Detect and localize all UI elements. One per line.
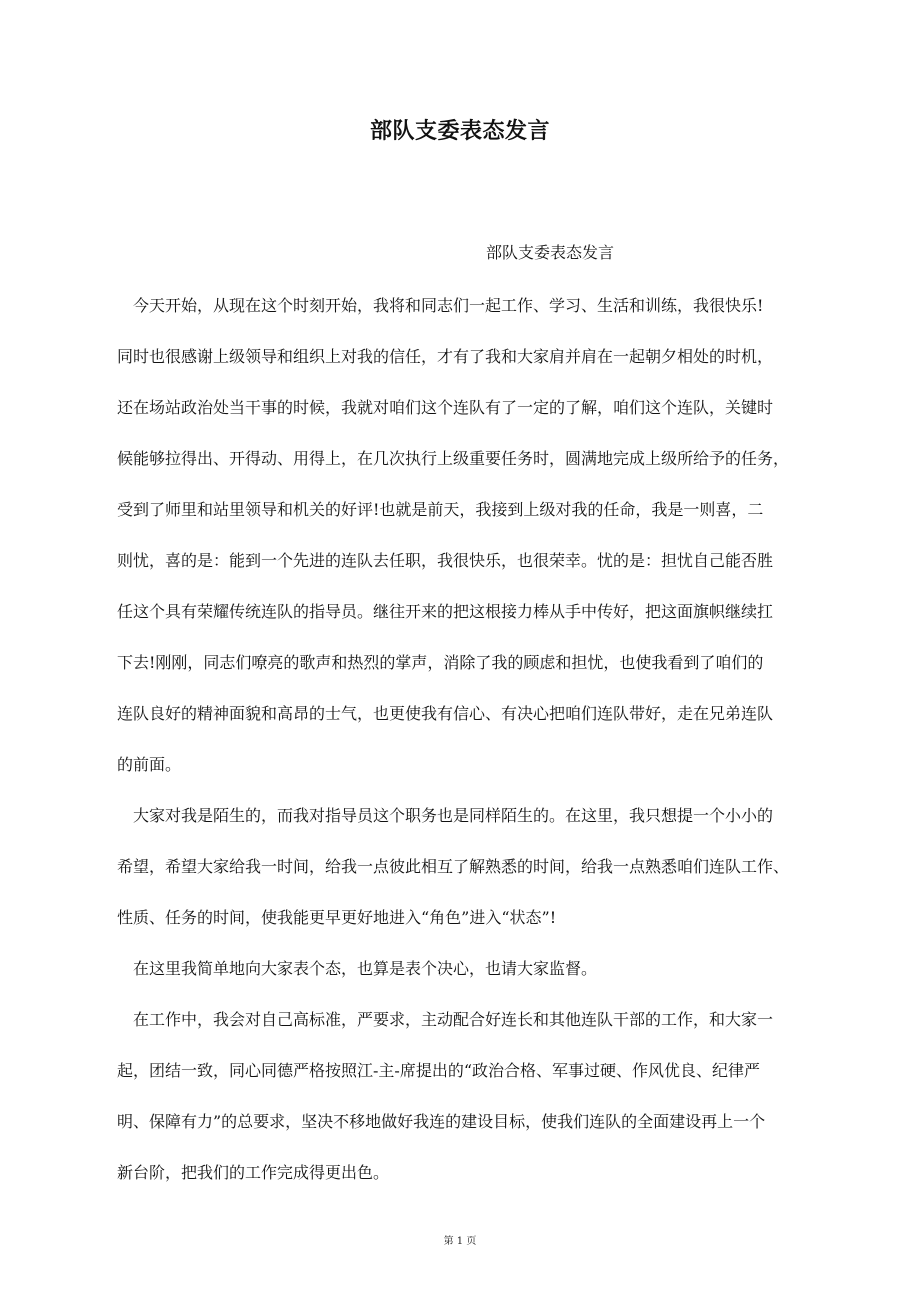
paragraph-line: 的前面。 [117, 755, 182, 774]
paragraph-line: 同时也很感谢上级领导和组织上对我的信任，才有了我和大家肩并肩在一起朝夕相处的时机， [117, 347, 774, 366]
paragraph-line: 新台阶，把我们的工作完成得更出色。 [117, 1163, 390, 1182]
paragraph-line: 受到了师里和站里领导和机关的好评!也就是前天，我接到上级对我的任命，我是一则喜，二 [117, 500, 764, 519]
paragraph-line: 任这个具有荣耀传统连队的指导员。继往开来的把这根接力棒从手中传好，把这面旗帜继续扛 [117, 602, 774, 621]
paragraph-line: 希望，希望大家给我一时间，给我一点彼此相互了解熟悉的时间，给我一点熟悉咱们连队工作、 [117, 857, 790, 876]
paragraph-line: 起，团结一致，同心同德严格按照江-主-席提出的“政治合格、军事过硬、作风优良、纪律严 [117, 1061, 760, 1080]
document-title: 部队支委表态发言 [369, 119, 550, 144]
paragraph-line: 还在场站政治处当干事的时候，我就对咱们这个连队有了一定的了解，咱们这个连队，关键时 [117, 398, 774, 417]
paragraph-line: 在这里我简单地向大家表个态，也算是表个决心，也请大家监督。 [133, 959, 598, 978]
paragraph-line: 大家对我是陌生的，而我对指导员这个职务也是同样陌生的。在这里，我只想提一个小小的 [133, 806, 774, 825]
paragraph-line: 候能够拉得出、开得动、用得上，在几次执行上级重要任务时，圆满地完成上级所给予的任务， [117, 449, 790, 468]
paragraph-line: 连队良好的精神面貌和高昂的士气，也更使我有信心、有决心把咱们连队带好，走在兄弟连队 [117, 704, 774, 723]
paragraph-line: 性质、任务的时间，使我能更早更好地进入“角色”进入“状态”! [117, 908, 557, 927]
paragraph-line: 下去!刚刚，同志们嘹亮的歌声和热烈的掌声，消除了我的顾虑和担忧，也使我看到了咱们的 [117, 653, 764, 672]
document-subtitle: 部队支委表态发言 [486, 243, 615, 262]
paragraph-line: 则忧，喜的是：能到一个先进的连队去任职，我很快乐，也很荣幸。忧的是：担忧自己能否胜 [117, 551, 774, 570]
page-number: 第 1 页 [443, 1236, 477, 1247]
paragraph-line: 今天开始，从现在这个时刻开始，我将和同志们一起工作、学习、生活和训练，我很快乐! [133, 296, 764, 315]
paragraph-line: 明、保障有力”的总要求，坚决不移地做好我连的建设目标，使我们连队的全面建设再上一个 [117, 1112, 766, 1131]
paragraph-line: 在工作中，我会对自己高标准，严要求，主动配合好连长和其他连队干部的工作，和大家一 [133, 1010, 774, 1029]
